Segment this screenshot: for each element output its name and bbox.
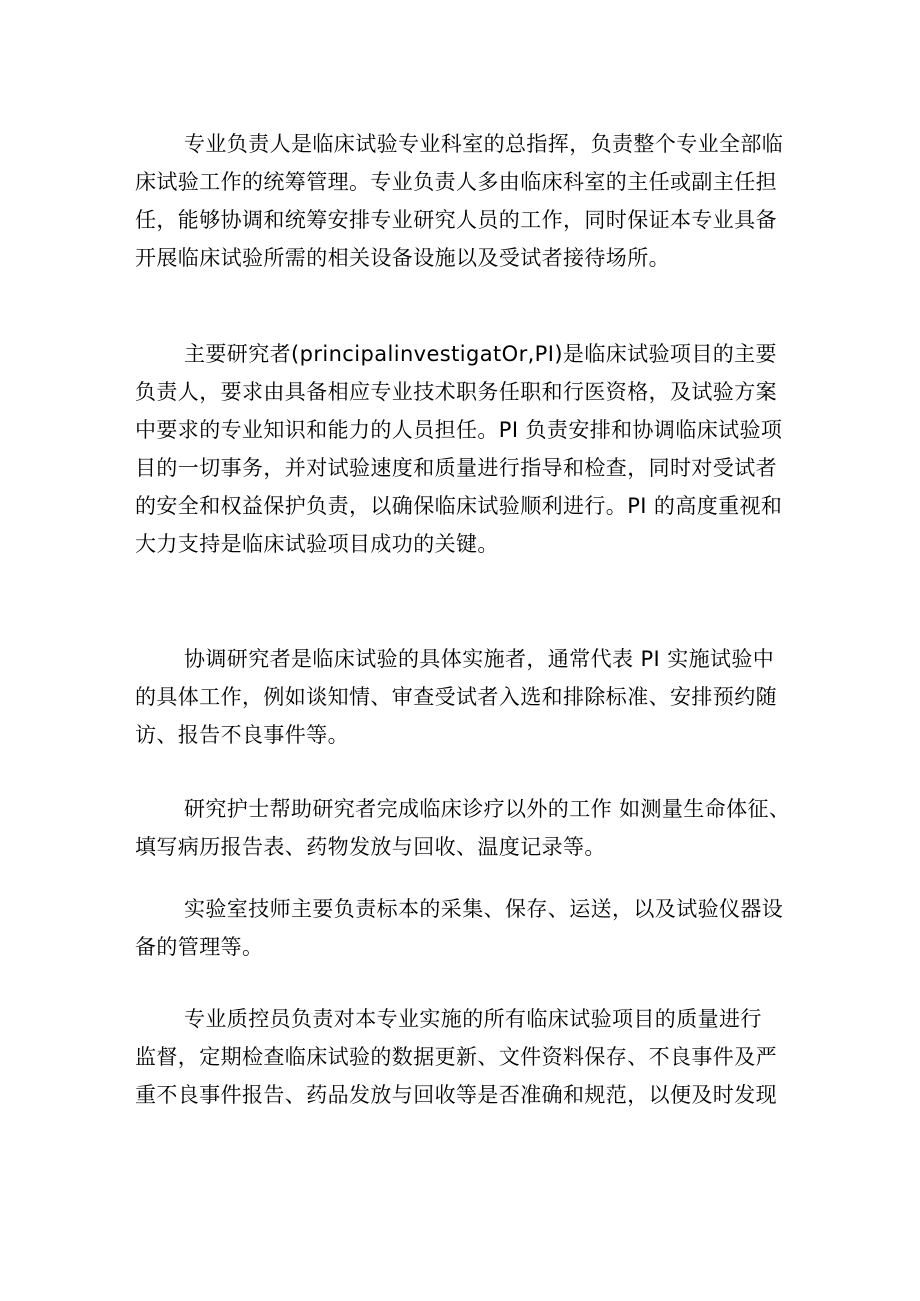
paragraph-quality-controller	[135, 1000, 795, 1114]
paragraph-line: 填写病历报告表、药物发放与回收、温度记录等。	[135, 835, 606, 859]
paragraph-line: 的具体工作，例如谈知情、审查受试者入选和排除标准、安排预约随	[135, 685, 777, 709]
paragraph-line: 专业负责人是临床试验专业科室的总指挥，负责整个专业全部临	[184, 132, 784, 156]
paragraph-line: 主要研究者(principalinvestigatOr,PI)是临床试验项目的主要	[184, 342, 777, 366]
paragraph-principal-investigator	[135, 335, 795, 563]
paragraph-line: 床试验工作的统筹管理。专业负责人多由临床科室的主任或副主任担	[135, 170, 777, 194]
paragraph-line: 中要求的专业知识和能力的人员担任。PI 负责安排和协调临床试验项	[135, 418, 783, 442]
paragraph-line: 实验室技师主要负责标本的采集、保存、运送，以及试验仪器设	[184, 897, 784, 921]
paragraph-line: 任，能够协调和统筹安排专业研究人员的工作，同时保证本专业具备	[135, 208, 777, 232]
paragraph-line: 专业质控员负责对本专业实施的所有临床试验项目的质量进行	[184, 1007, 762, 1031]
paragraph-research-nurse	[135, 790, 795, 866]
paragraph-line: 监督，定期检查临床试验的数据更新、文件资料保存、不良事件及严	[135, 1045, 777, 1069]
paragraph-line: 重不良事件报告、药品发放与回收等是否准确和规范，以便及时发现	[135, 1083, 777, 1107]
paragraph-line: 目的一切事务，并对试验速度和质量进行指导和检查，同时对受试者	[135, 456, 777, 480]
paragraph-line: 开展临床试验所需的相关设备设施以及受试者接待场所。	[135, 246, 670, 270]
paragraph-line: 的安全和权益保护负责，以确保临床试验顺利进行。PI 的高度重视和	[135, 494, 783, 518]
paragraph-line: 备的管理等。	[135, 935, 264, 959]
paragraph-coordinating-researcher	[135, 640, 795, 754]
paragraph-line: 协调研究者是临床试验的具体实施者，通常代表 PI 实施试验中	[184, 647, 775, 671]
paragraph-line: 大力支持是临床试验项目成功的关键。	[135, 532, 499, 556]
paragraph-lab-technician	[135, 890, 795, 966]
paragraph-line: 研究护士帮助研究者完成临床诊疗以外的工作 如测量生命体征、	[184, 797, 791, 821]
paragraph-line: 访、报告不良事件等。	[135, 723, 349, 747]
paragraph-line: 负责人，要求由具备相应专业技术职务任职和行医资格，及试验方案	[135, 380, 777, 404]
paragraph-department-head	[135, 125, 795, 277]
